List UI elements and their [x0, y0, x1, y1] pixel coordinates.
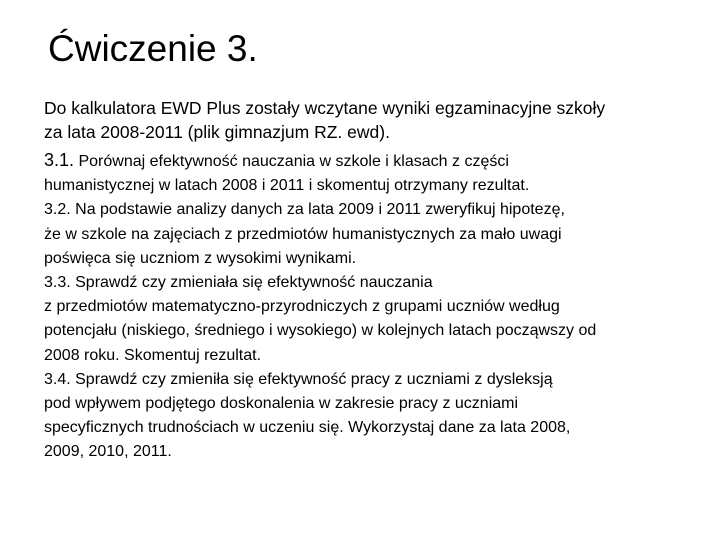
intro-paragraph: [44, 96, 709, 144]
task-3-4: [44, 368, 709, 465]
slide-title: Ćwiczenie 3.: [48, 28, 258, 69]
task-text: Porównaj efektywność nauczania w szkole i klasach z części: [74, 153, 509, 170]
intro-line: za lata 2008-2011 (plik gimnazjum RZ. ewd).: [44, 122, 390, 142]
task-3-3: [44, 271, 709, 368]
task-3-1: [44, 148, 709, 198]
task-line: potencjału (niskiego, średniego i wysokiego) w kolejnych latach począwszy od: [44, 322, 597, 340]
task-line: humanistycznej w latach 2008 i 2011 i skomentuj otrzymany rezultat.: [44, 177, 530, 195]
task-line: specyficznych trudnościach w uczeniu się. Wykorzystaj dane za lata 2008,: [44, 419, 571, 437]
task-list: [44, 148, 709, 465]
task-line: 3.3. Sprawdź czy zmieniała się efektywność nauczania: [44, 274, 433, 292]
intro-line: Do kalkulatora EWD Plus zostały wczytane wyniki egzaminacyjne szkoły: [44, 98, 606, 118]
task-number: 3.1.: [44, 150, 75, 170]
task-line: 2008 roku. Skomentuj rezultat.: [44, 346, 262, 364]
task-line: poświęca się uczniom z wysokimi wynikami.: [44, 249, 357, 267]
slide-body: [44, 96, 709, 465]
task-line: 3.2. Na podstawie analizy danych za lata 2009 i 2011 zweryfikuj hipotezę,: [44, 201, 565, 219]
task-line: pod wpływem podjętego doskonalenia w zakresie pracy z uczniami: [44, 395, 519, 413]
task-line: [44, 148, 709, 174]
task-3-2: [44, 198, 709, 271]
task-line: z przedmiotów matematyczno-przyrodniczych z grupami uczniów według: [44, 298, 560, 316]
task-line: 3.4. Sprawdź czy zmieniła się efektywność pracy z uczniami z dysleksją: [44, 370, 553, 388]
task-line: że w szkole na zajęciach z przedmiotów humanistycznych za mało uwagi: [44, 225, 562, 243]
task-line: 2009, 2010, 2011.: [44, 443, 172, 461]
